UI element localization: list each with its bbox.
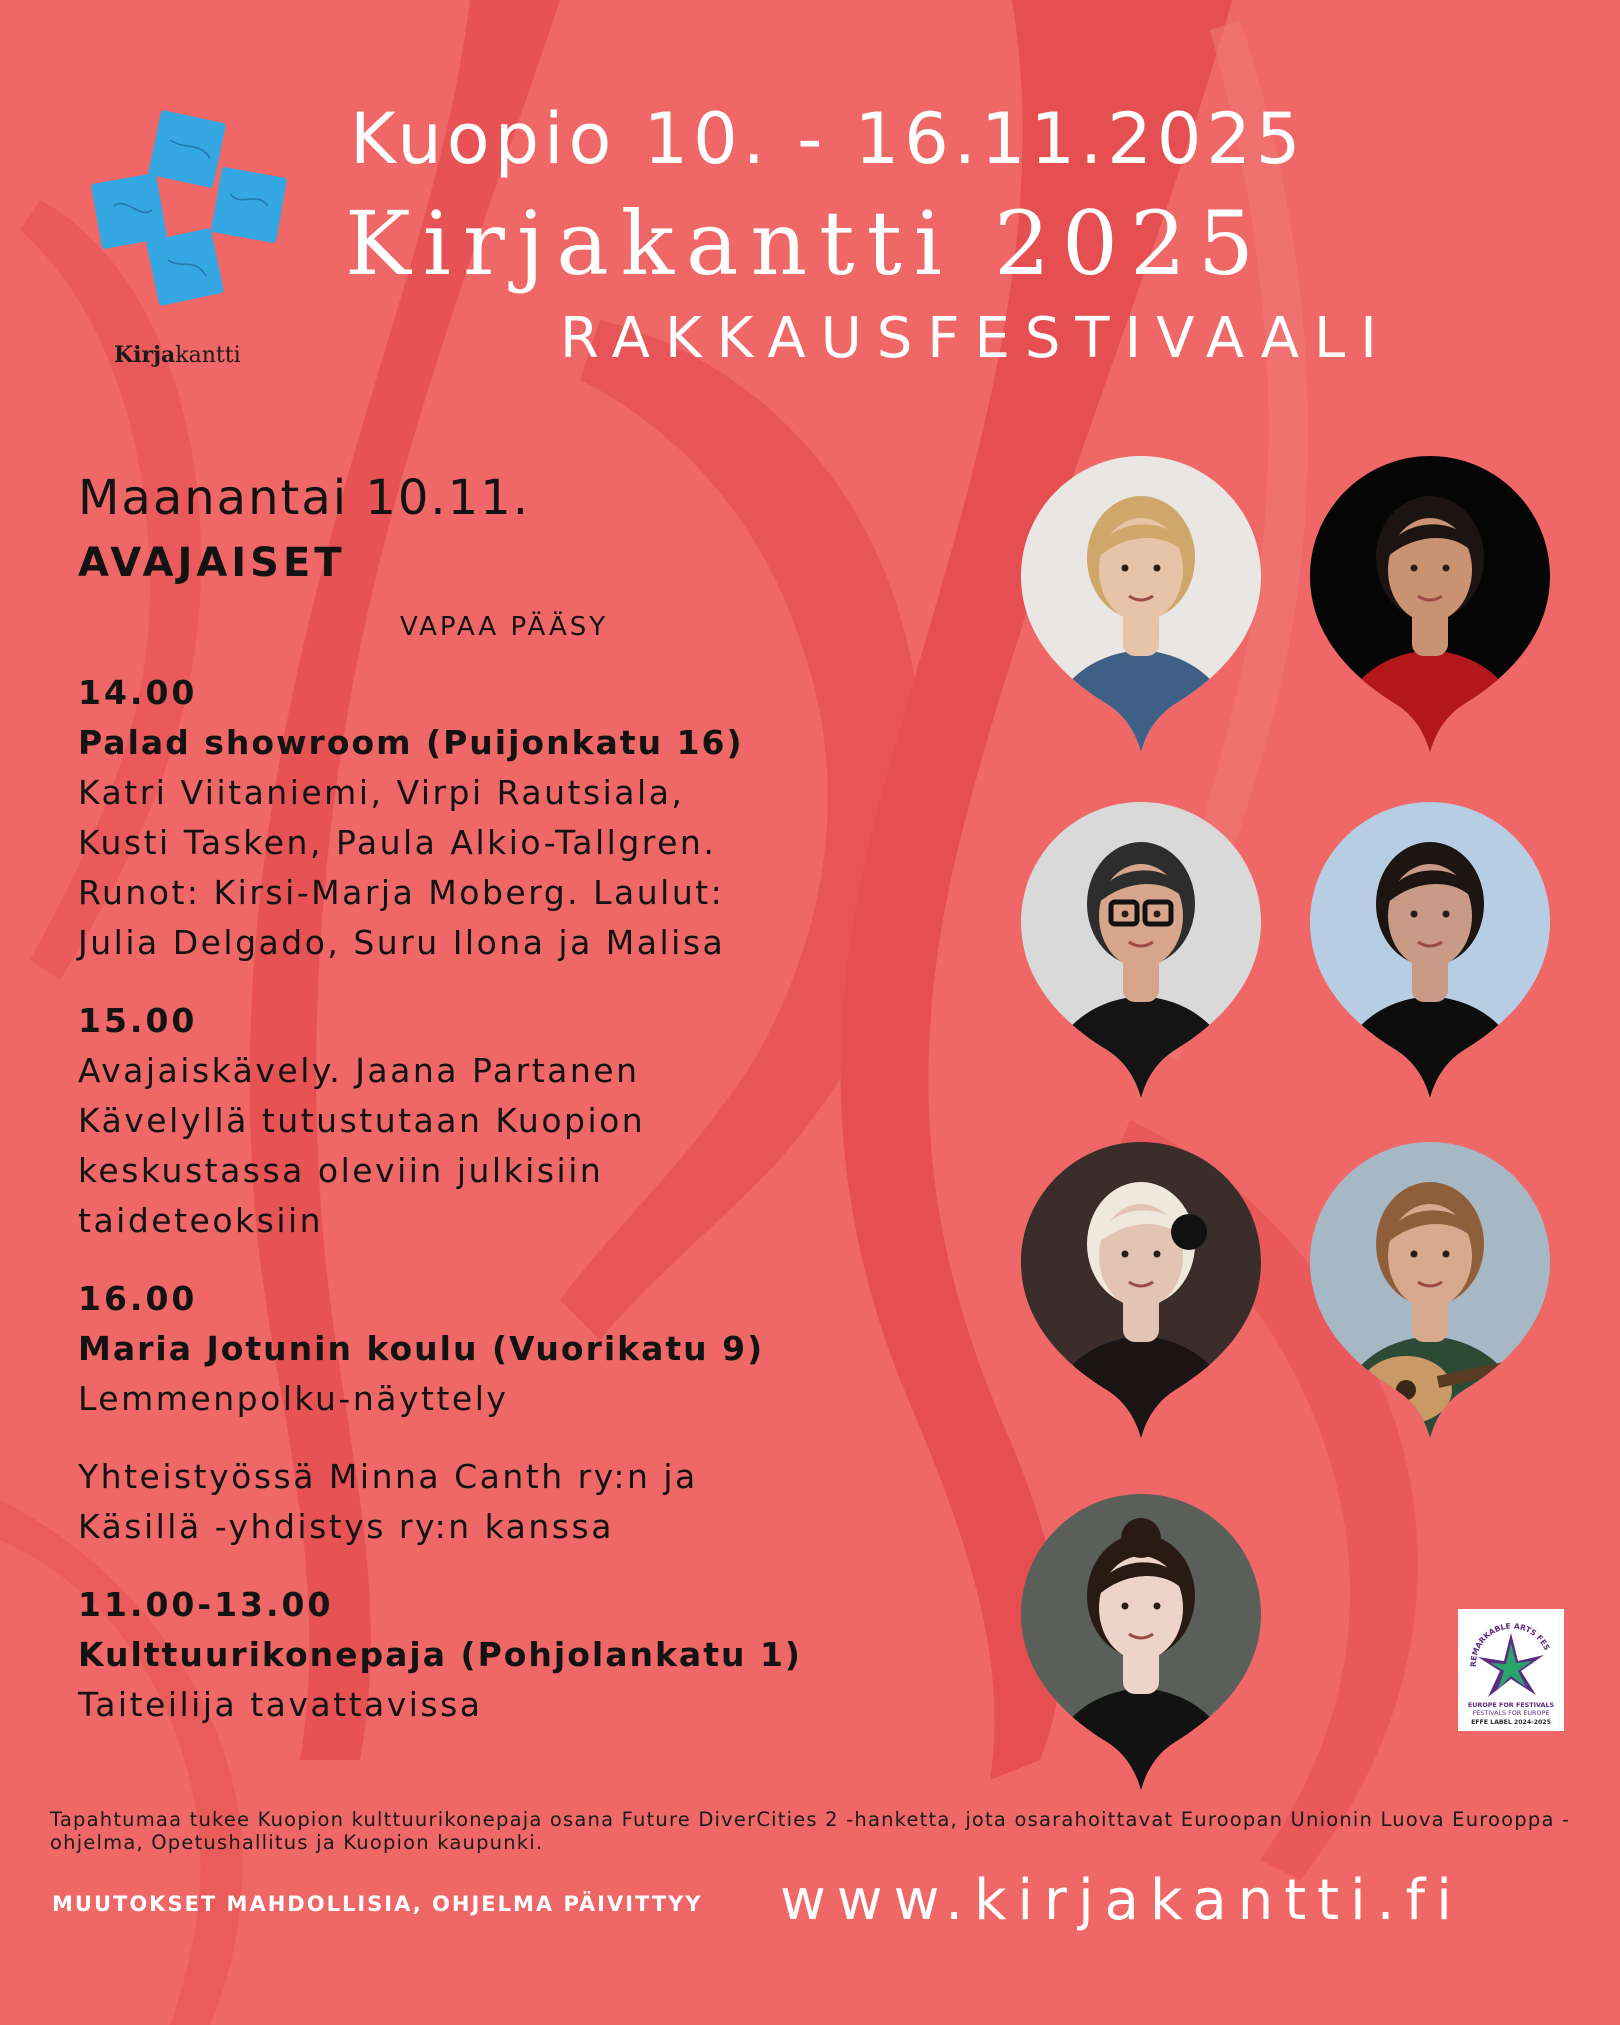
event-description-line: Taiteilija tavattavissa (78, 1685, 483, 1724)
collaboration-note (78, 1452, 1018, 1552)
event-description-line: Kävelyllä tutustutaan Kuopion (78, 1101, 646, 1140)
event-venue: Palad showroom (Puijonkatu 16) (78, 723, 744, 762)
portrait-pin (1308, 454, 1552, 754)
collaboration-line: Käsillä -yhdistys ry:n kanssa (78, 1507, 614, 1546)
festival-title: Kirjakantti 2025 (345, 192, 1266, 295)
event-description-line: keskustassa oleviin julkisiin (78, 1151, 604, 1190)
event-description-line: Katri Viitaniemi, Virpi Rautsiala, (78, 773, 685, 812)
free-admission: VAPAA PÄÄSY (400, 612, 609, 642)
effe-label-badge (1458, 1609, 1564, 1731)
effe-line-2: FESTIVALS FOR EUROPE (1472, 1709, 1550, 1717)
woman-red-sweater-photo (1308, 454, 1552, 754)
event-item (78, 668, 1018, 968)
logo-wordmark-bold: Kirja (114, 342, 176, 368)
event-venue: Kulttuurikonepaja (Pohjolankatu 1) (78, 1635, 802, 1674)
event-description-line: Julia Delgado, Suru Ilona ja Malisa (78, 923, 726, 962)
funding-note: Tapahtumaa tukee Kuopion kulttuurikonepaja osana Future DiverCities 2 -hanketta, jota osarahoittavat Euroopan Unionin Luova Eurooppa -ohjelma, Opetushallitus ja Kuopion kaupunki. (50, 1808, 1571, 1854)
event-description-line: Avajaiskävely. Jaana Partanen (78, 1051, 640, 1090)
man-black-glasses-photo (1019, 800, 1263, 1100)
portrait-pin (1019, 1140, 1263, 1440)
woman-ponytail-sky-photo (1308, 800, 1552, 1100)
portrait-pin (1019, 800, 1263, 1100)
event-description-line: Kusti Tasken, Paula Alkio-Tallgren. (78, 823, 717, 862)
logo-wordmark-regular: kantti (175, 343, 241, 368)
effe-star-icon (1478, 1633, 1544, 1697)
event-description-line: taideteoksiin (78, 1201, 324, 1240)
portrait-pin (1308, 800, 1552, 1100)
day-label: Maanantai 10.11. (78, 470, 530, 526)
event-item (78, 996, 1018, 1246)
effe-badge-graphic (1458, 1609, 1564, 1731)
woman-denim-shirt-photo (1019, 454, 1263, 754)
blonde-woman-rose-photo (1019, 1140, 1263, 1440)
effe-line-1: EUROPE FOR FESTIVALS (1467, 1701, 1555, 1709)
festival-dates: Kuopio 10. - 16.11.2025 (350, 98, 1306, 180)
kirjakantti-logo (90, 110, 290, 310)
festival-subtitle: RAKKAUSFESTIVAALI (560, 306, 1392, 371)
event-time: 11.00-13.00 (78, 1585, 334, 1624)
portrait-pin (1019, 1492, 1263, 1792)
event-description-line: Runot: Kirsi-Marja Moberg. Laulut: (78, 873, 725, 912)
effe-arc-text: REMARKABLE ARTS FES (1468, 1621, 1552, 1668)
event-venue: Maria Jotunin koulu (Vuorikatu 9) (78, 1329, 765, 1368)
portrait-pin (1019, 454, 1263, 754)
effe-line-3: EFFE LABEL 2024-2025 (1471, 1719, 1551, 1726)
woman-hair-bun-photo (1019, 1492, 1263, 1792)
event-time: 15.00 (78, 1001, 198, 1040)
event-time: 14.00 (78, 673, 198, 712)
program-list (78, 668, 1018, 1758)
event-item (78, 1580, 1018, 1730)
event-description-line: Lemmenpolku-näyttely (78, 1379, 509, 1418)
website-url: www.kirjakantti.fi (780, 1868, 1463, 1933)
woman-guitar-lake-photo (1308, 1140, 1552, 1440)
changes-notice: MUUTOKSET MAHDOLLISIA, OHJELMA PÄIVITTYY (52, 1892, 703, 1916)
collaboration-line: Yhteistyössä Minna Canth ry:n ja (78, 1457, 698, 1496)
portrait-pin (1308, 1140, 1552, 1440)
logo-wordmark (114, 342, 241, 368)
event-item (78, 1274, 1018, 1424)
event-time: 16.00 (78, 1279, 198, 1318)
opening-heading: AVAJAISET (78, 540, 346, 586)
